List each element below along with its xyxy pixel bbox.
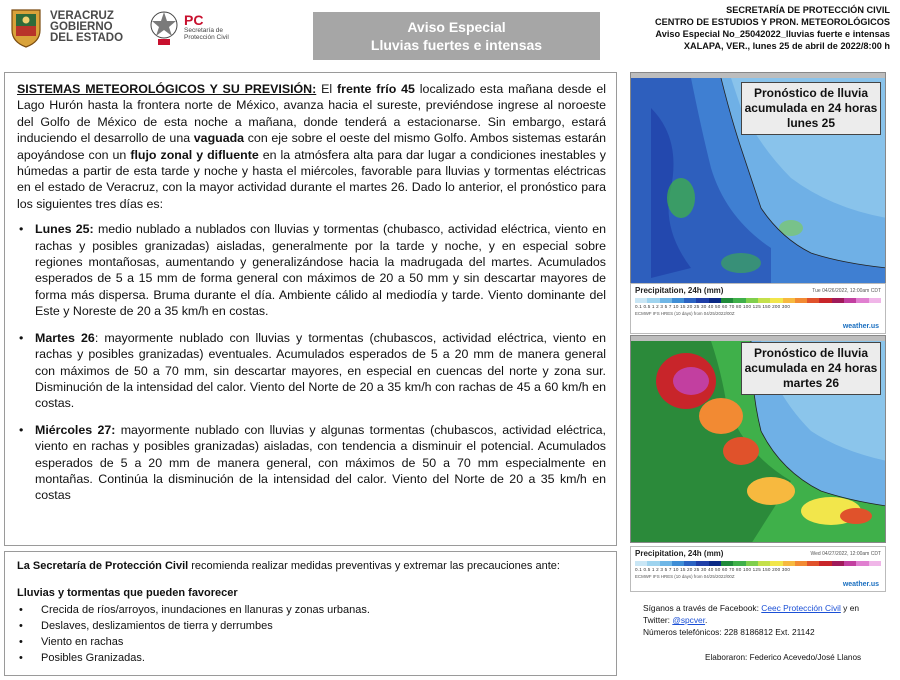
legend-color-swatch (795, 298, 807, 303)
veracruz-logo (8, 4, 138, 50)
contact-text: y en (840, 603, 860, 613)
legend-color-swatch (672, 561, 684, 566)
contact-text: . (705, 615, 708, 625)
weather-us-brand: weather.us (842, 323, 879, 330)
intro-text: localizado esta mañana desde el Lago Hurón hasta la frontera norte de México, avanza hacia el sureste, previéndose ingrese al noroeste del Golfo de México de esta noche a mañana, donde tenderá a estacionarse. Sin embargo, estará induciendo el desarrollo de una (17, 82, 607, 146)
legend-color-swatch (684, 561, 696, 566)
legend-color-swatch (856, 298, 868, 303)
credits: Elaboraron: Federico Acevedo/José Llanos (705, 653, 862, 662)
legend-color-swatch (672, 298, 684, 303)
legend-color-swatch (660, 298, 672, 303)
legend-color-swatch (647, 561, 659, 566)
legend-model: ECMWF IFS HRES (10 days) from 04/25/2022/00Z (635, 311, 735, 316)
legend-color-swatch (746, 298, 758, 303)
day-label: Lunes 25: (35, 222, 94, 237)
legend-color-swatch (770, 298, 782, 303)
map-caption: Pronóstico de lluvia acumulada en 24 horas lunes 25 (741, 82, 881, 135)
legend-ticks: 0.1 0.5 1 2 3 5 7 10 15 20 25 30 40 50 60 70 80 100 125 150 200 300 (635, 304, 791, 309)
day-label: Martes 26 (35, 330, 95, 345)
legend-color-scale (635, 561, 881, 566)
facebook-link[interactable]: Ceec Protección Civil (761, 603, 841, 613)
issuer-line: CENTRO DE ESTUDIOS Y PRON. METEOROLÓGICOS (655, 17, 890, 27)
proteccion-civil-logo (148, 6, 248, 48)
logo-text-line: GOBIERNO (50, 20, 113, 33)
legend-color-swatch (758, 561, 770, 566)
legend-color-swatch (807, 561, 819, 566)
legend-color-swatch (647, 298, 659, 303)
legend-color-swatch (733, 561, 745, 566)
intro-text: con eje sobre el oeste del mismo Golfo. Ambos sistemas estarán apoyándose con un (17, 131, 606, 162)
pc-logo-subtitle: Protección Civil (184, 34, 229, 41)
intro-bold: frente frío 45 (337, 82, 415, 96)
legend-color-scale (635, 298, 881, 303)
legend-color-swatch (660, 561, 672, 566)
legend-color-swatch (721, 298, 733, 303)
legend-color-swatch (869, 298, 881, 303)
logo-text-line: DEL ESTADO (50, 31, 124, 44)
daily-forecast-item (17, 221, 606, 319)
legend-color-swatch (770, 561, 782, 566)
legend-color-swatch (709, 561, 721, 566)
contact-text: Síganos a través de Facebook: (643, 603, 762, 613)
day-label: Miércoles 27: (35, 422, 116, 437)
legend-color-swatch (696, 298, 708, 303)
intro-bold: vaguada (193, 131, 245, 146)
civil-protection-emblem-icon (148, 7, 180, 47)
legend-valid-date: Wed 04/27/2022, 12:00am CDT (810, 551, 881, 557)
legend-color-swatch (832, 298, 844, 303)
legend-color-swatch (733, 298, 745, 303)
daily-forecast-item (17, 422, 606, 504)
hazard-list (17, 602, 606, 666)
phone-numbers: Números telefónicos: 228 8186812 Ext. 21142 (643, 627, 815, 637)
intro-bold: flujo zonal y difluente (130, 147, 259, 162)
precipitation-legend (630, 283, 886, 334)
rain-forecast-map-tuesday (630, 335, 886, 543)
hazard-item: • Crecida de ríos/arroyos, inundaciones en llanuras y zonas urbanas. (17, 602, 606, 618)
title-line: Aviso Especial (407, 19, 506, 35)
legend-model: ECMWF IFS HRES (10 days) from 04/25/2022/00Z (635, 574, 735, 579)
legend-color-swatch (635, 298, 647, 303)
issuer-line: Aviso Especial No_25042022_lluvias fuerte e intensas (655, 29, 890, 39)
twitter-link[interactable]: @spcver (672, 615, 706, 625)
legend-color-swatch (869, 561, 881, 566)
day-text: medio nublado a nublados con lluvias y tormentas (chubasco, actividad eléctrica, viento en rachas y posibles granizadas) aisladas, generalmente por la tarde y noche, y en especial sobre regiones montañosas, aumentando y generalizándose hacia la madrugada del martes. Acumulados esperados de 5 a 15 mm de forma general con máximos de 20 a 50 mm y sin descartar mayores de forma más dispersa. Bruma durante el día. Ambiente cálido al mediodía y tarde. Viento dominante del Este y Noreste de 20 a 35 km/h en costas. (35, 222, 607, 319)
daily-forecast-item (17, 330, 606, 412)
twitter-line (643, 614, 893, 626)
legend-color-swatch (783, 561, 795, 566)
daily-forecast-list (17, 221, 606, 504)
legend-title: Precipitation, 24h (mm) (635, 286, 724, 295)
map-caption: Pronóstico de lluvia acumulada en 24 horas martes 26 (741, 342, 881, 395)
pc-logo-subtitle: Secretaría de (184, 26, 224, 34)
issuer-line: XALAPA, VER., lunes 25 de abril de 2022/8:00 h (683, 41, 890, 51)
issuer-line: SECRETARÍA DE PROTECCIÓN CIVIL (726, 5, 890, 15)
legend-color-swatch (721, 561, 733, 566)
legend-title: Precipitation, 24h (mm) (635, 549, 724, 558)
legend-color-swatch (819, 561, 831, 566)
legend-color-swatch (746, 561, 758, 566)
contact-info (643, 602, 893, 638)
legend-color-swatch (635, 561, 647, 566)
recommendations-intro-text: recomienda realizar medidas preventivas y extremar las precauciones ante: (188, 560, 560, 572)
legend-color-swatch (856, 561, 868, 566)
social-line (643, 602, 893, 614)
contact-text: Twitter: (643, 615, 673, 625)
forecast-intro (17, 81, 606, 212)
intro-text: en la atmósfera alta para dar lugar a condiciones inestables y húmedas a partir de esta tarde y noche y hasta el miércoles, favorable para lluvias y tormentas eléctricas en el estado de Veracruz, con la mayor actividad durante el martes 26. Dado lo anterior, el pronóstico para los siguientes tres días es: (17, 147, 606, 211)
precipitation-legend (630, 546, 886, 592)
legend-color-swatch (819, 298, 831, 303)
hazard-item: • Posibles Granizadas. (17, 650, 606, 666)
day-text: mayormente nublado con lluvias y algunas tormentas (chubascos, actividad eléctrica, viento en rachas y posibles granizadas) aisladas, con tendencia a disminuir el potencial. Acumulados esperados de 5 a 20 mm de manera general, con máximos de 50 a 70 mm especialmente en montañas. Continúa la disminución de la intensidad del calor. Viento del Norte de 20 a 35 km/h en costas (35, 422, 607, 503)
legend-color-swatch (758, 298, 770, 303)
recommendations-intro (17, 559, 606, 574)
legend-color-swatch (844, 298, 856, 303)
day-text: : mayormente nublado con lluvias y tormentas (chubascos, actividad eléctrica, viento en rachas y posibles granizadas) eventuales. Acumulados esperados de 5 a 20 mm de manera general con máximos de 50 a 70 mm, sin descartar mayores, en especial en cuencas del norte y zona sur. Disminución de la intensidad del calor. Viento del Norte de 20 a 35 km/h con rachas de 45 a 60 km/h en costas. (35, 330, 606, 411)
forecast-heading: SISTEMAS METEOROLÓGICOS Y SU PREVISIÓN: (17, 82, 317, 96)
legend-ticks: 0.1 0.5 1 2 3 5 7 10 15 20 25 30 40 50 60 70 80 100 125 150 200 300 (635, 567, 791, 572)
issuer-info (590, 4, 890, 52)
legend-color-swatch (844, 561, 856, 566)
pc-logo-title: PC (184, 11, 204, 28)
hazard-item: • Deslaves, deslizamientos de tierra y derrumbes (17, 618, 606, 634)
recommendations-section (4, 551, 617, 676)
legend-color-swatch (696, 561, 708, 566)
legend-valid-date: Tue 04/26/2022, 12:00am CDT (812, 288, 881, 294)
intro-text: El (316, 82, 338, 96)
legend-color-swatch (783, 298, 795, 303)
weather-us-brand: weather.us (842, 581, 879, 588)
legend-color-swatch (684, 298, 696, 303)
document-title (313, 12, 600, 60)
forecast-section (4, 72, 617, 546)
title-line: Lluvias fuertes e intensas (370, 37, 543, 53)
legend-color-swatch (795, 561, 807, 566)
coat-of-arms-icon (8, 6, 44, 48)
hazard-item: • Viento en rachas (17, 634, 606, 650)
legend-color-swatch (807, 298, 819, 303)
logo-text-line: VERACRUZ (50, 9, 114, 22)
legend-color-swatch (832, 561, 844, 566)
legend-color-swatch (709, 298, 721, 303)
recommendations-org: La Secretaría de Protección Civil (17, 560, 189, 572)
recommendations-title: Lluvias y tormentas que pueden favorecer (17, 587, 238, 599)
